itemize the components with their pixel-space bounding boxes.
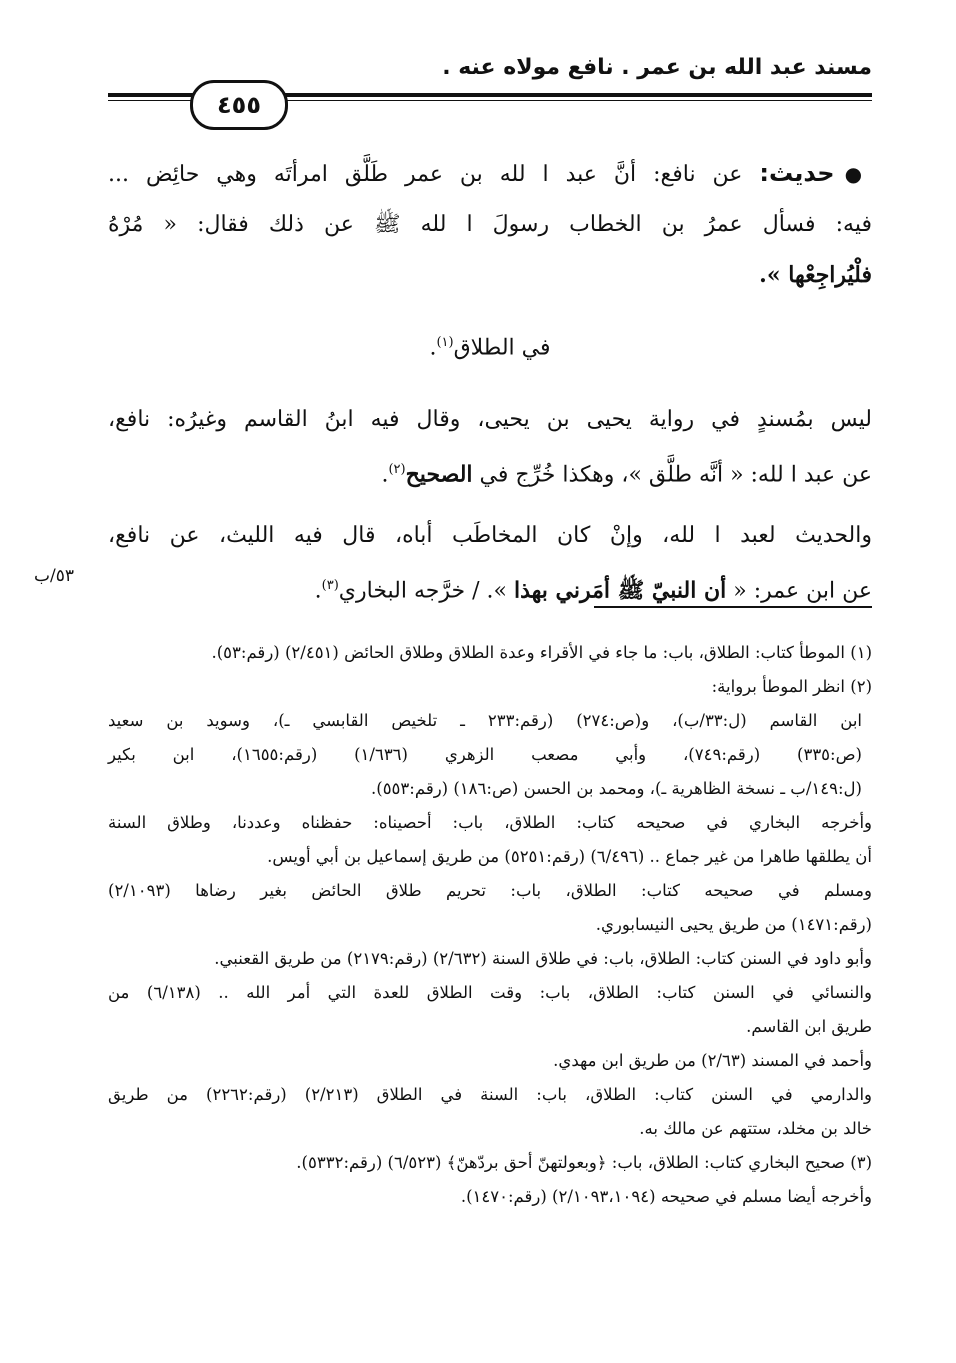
p2-end: . (314, 577, 322, 603)
footnote-line: (ل:١٤٩/ب ـ نسخة الظاهرية ـ)، ومحمد بن الحسن (ص:١٨٦) (رقم:٥٥٣). (371, 779, 862, 798)
footnote-line: خالد بن مخلد، ستتهم عن مالك به. (639, 1119, 872, 1138)
p1-end: . (381, 462, 389, 488)
hadith-heading-line (108, 148, 872, 200)
footnote-line: أن يطلقها طاهرا من غير جماع .. (٦/٤٩٦) (رقم:٥٢٥١) من طريق إسماعيل بن أبي أويس. (267, 847, 872, 866)
footnote-line: طريق ابن القاسم. (746, 1017, 872, 1036)
footnote-line: (رقم:١٤٧١) من طريق يحيى النيسابوري. (595, 915, 872, 934)
main-text (108, 148, 872, 616)
footnote-ref-3: (٣) (321, 577, 339, 593)
footnote-line: والدارمي في السنن كتاب: الطلاق، باب: السنة في الطلاق (٢/٢١٣) (رقم:٢٢٦٢) من طريق (108, 1085, 872, 1104)
footnote-separator (594, 606, 872, 608)
hadith-keyword: حديث: (759, 159, 835, 187)
footnote-line: (٣) صحيح البخاري كتاب: الطلاق، باب: ﴿وبعولتهنّ أحق بردّهنّ﴾ (٦/٥٢٣) (رقم:٥٣٣٢). (296, 1153, 872, 1172)
footnote-ref-2: (٢) (388, 462, 406, 478)
hadith-text: عن نافع: أنَّ عبد ا لله بن عمر طَلَّق امرأتَه وهي حائِض ... (108, 162, 743, 187)
p2-text-a: عن ابن عمر: « (733, 577, 872, 603)
running-title: مسند عبد الله بن عمر . نافع مولاه عنه . (442, 55, 872, 80)
p1-text: عن عبد ا لله: « أنَّه طلَّق »، وهكذا خُرِّج في (479, 462, 872, 488)
footnote-line: وأخرجه البخاري في صحيحه كتاب: الطلاق، باب: أحصيناه: حفظناه وعددنا، وطلاق السنة (108, 813, 872, 832)
margin-folio-note: ٥٣/ب (34, 566, 74, 586)
section-title (108, 318, 872, 373)
section-title-end: . (429, 335, 437, 361)
footnote-line: ومسلم في صحيحه كتاب: الطلاق، باب: تحريم طلاق الحائض بغير رضاها (٢/١٠٩٣) (108, 881, 872, 900)
footnote-ref-1: (١) (436, 335, 454, 350)
hadith-line-3: فلْيُراجِعْها ». (759, 262, 872, 288)
footnote-line: (١) الموطأ كتاب: الطلاق، باب: ما جاء في الأقراء وعدة الطلاق وطلاق الحائض (٢/٤٥١) (رقم:٥٣). (211, 643, 872, 662)
p2-text-b: ». / خرَّجه البخاري (338, 577, 507, 603)
footnote-line: والنسائي في السنن كتاب: الطلاق، باب: وقت الطلاق للعدة التي أمر الله .. (٦/١٣٨) من (108, 983, 872, 1002)
bullet-icon: ● (844, 162, 872, 186)
page-number-badge (190, 80, 288, 130)
footnote-line: وأخرجه أيضا مسلم في صحيحه (٢/١٠٩٣،١٠٩٤) (رقم:١٤٧٠). (460, 1187, 872, 1206)
hadith-line-2: فيه: فسأل عمرُ بن الخطاب رسولَ ا لله ﷺ عن ذلك فقال: « مُرْهُ (108, 212, 872, 237)
footnotes (108, 636, 872, 1214)
footnote-line: (ص:٣٣٥) (رقم:٧٤٩)، وأبي مصعب الزهري (١/٦٣٦) (رقم:١٦٥٥)، ابن بكير (108, 745, 862, 764)
page-number: ٤٥٥ (217, 91, 261, 119)
paragraph-1-line-1: ليس بمُسندٍ في رواية يحيى بن يحيى، وقال فيه ابنُ القاسم وغيرُه: نافع، (108, 407, 872, 433)
footnote-line: وأحمد في المسند (٢/٦٣) من طريق ابن مهدي. (553, 1051, 872, 1070)
footnote-line: وأبو داود في السنن كتاب: الطلاق، باب: في طلاق السنة (٢/٦٣٢) (رقم:٢١٧٩) من طريق القعنبي. (214, 949, 872, 968)
footnote-line: ابن القاسم (ل:٣٣/ب)، و(ص:٢٧٤) (رقم:٢٣٣ ـ تلخيص القابسي ـ)، وسويد بن سعيد (108, 711, 862, 730)
section-title-text: في الطلاق (453, 335, 551, 361)
paragraph-1-line-2 (108, 445, 872, 500)
paragraph-2-line-1: والحديث لعبد ا لله، وإنْ كان المخاطَب أباه، قال فيه الليث، عن نافع، (108, 522, 872, 548)
footnote-line: (٢) انظر الموطأ برواية: (711, 677, 872, 696)
sahih-bold: الصحيح (405, 461, 473, 488)
prophet-quote-bold: أن النبيّ ﷺ أمَرني بهذا (513, 576, 727, 603)
